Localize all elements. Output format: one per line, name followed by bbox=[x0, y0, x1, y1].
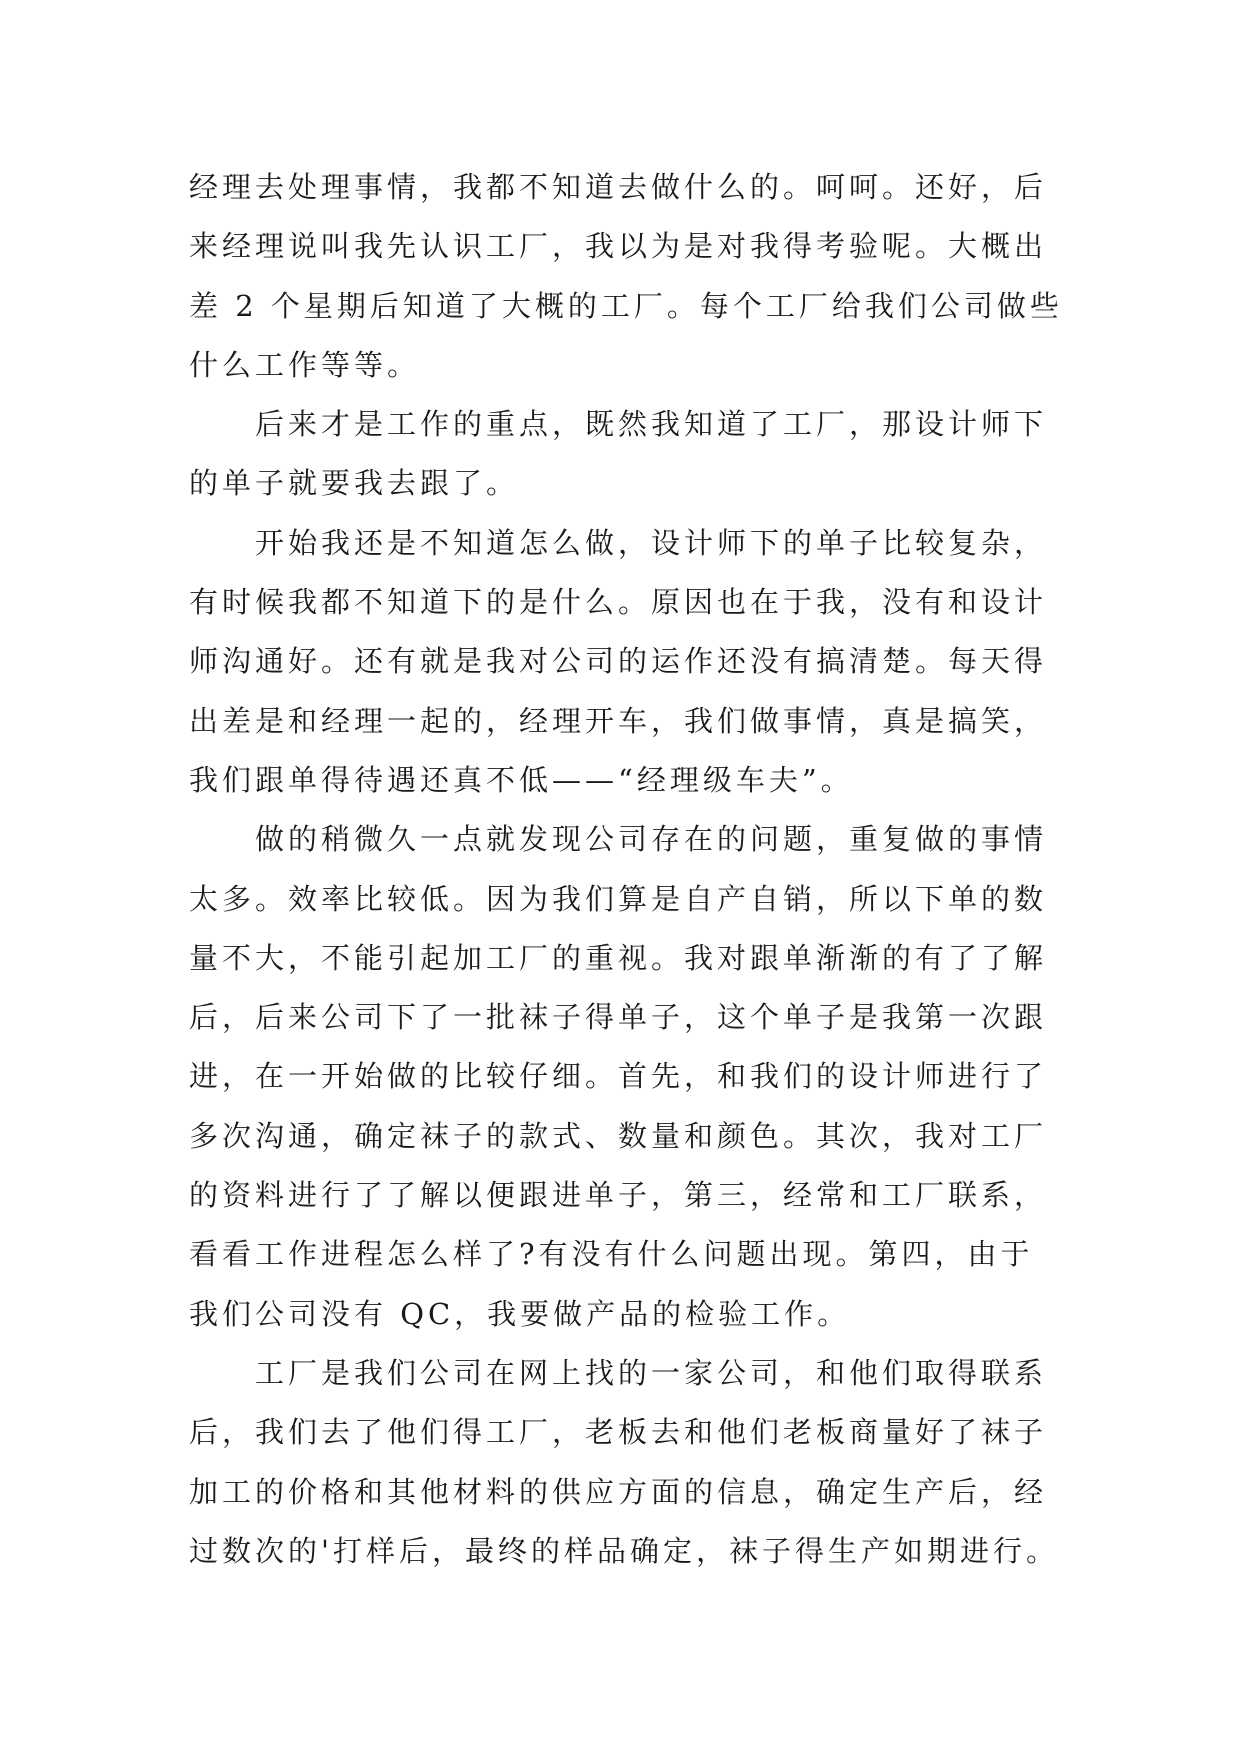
text-line: 后，后来公司下了一批袜子得单子，这个单子是我第一次跟 bbox=[189, 1000, 1048, 1035]
text-line: 什么工作等等。 bbox=[189, 347, 421, 382]
text-line: 进，在一开始做的比较仔细。首先，和我们的设计师进行了 bbox=[189, 1059, 1048, 1094]
text-line: 我们跟单得待遇还真不低——“经理级车夫”。 bbox=[189, 762, 854, 797]
paragraph-first-line: 工厂是我们公司在网上找的一家公司，和他们取得联系 bbox=[255, 1355, 1048, 1390]
text-line: 经理去处理事情，我都不知道去做什么的。呵呵。还好，后 bbox=[189, 170, 1048, 204]
text-line: 多次沟通，确定袜子的款式、数量和颜色。其次，我对工厂 bbox=[189, 1118, 1048, 1153]
paragraph-first-line: 开始我还是不知道怎么做，设计师下的单子比较复杂， bbox=[255, 525, 1048, 560]
body-text bbox=[189, 158, 1089, 1581]
text-line: 太多。效率比较低。因为我们算是自产自销，所以下单的数 bbox=[189, 881, 1048, 916]
text-line: 师沟通好。还有就是我对公司的运作还没有搞清楚。每天得 bbox=[189, 644, 1048, 679]
text-line: 后，我们去了他们得工厂，老板去和他们老板商量好了袜子 bbox=[189, 1415, 1048, 1450]
text-line: 的资料进行了了解以便跟进单子，第三，经常和工厂联系， bbox=[189, 1178, 1048, 1213]
text-line: 我们公司没有 QC，我要做产品的检验工作。 bbox=[189, 1296, 851, 1331]
text-line: 看看工作进程怎么样了?有没有什么问题出现。第四，由于 bbox=[189, 1237, 1034, 1272]
text-line: 量不大，不能引起加工厂的重视。我对跟单渐渐的有了了解 bbox=[189, 940, 1048, 975]
text-line: 过数次的'打样后，最终的样品确定，袜子得生产如期进行。 bbox=[189, 1533, 1059, 1568]
text-line: 来经理说叫我先认识工厂，我以为是对我得考验呢。大概出 bbox=[189, 229, 1048, 264]
paragraph-first-line: 后来才是工作的重点，既然我知道了工厂，那设计师下 bbox=[255, 407, 1048, 442]
paragraph-first-line: 做的稍微久一点就发现公司存在的问题，重复做的事情 bbox=[255, 822, 1048, 857]
text-line: 有时候我都不知道下的是什么。原因也在于我，没有和设计 bbox=[189, 585, 1048, 620]
text-line: 的单子就要我去跟了。 bbox=[189, 466, 520, 501]
text-line: 出差是和经理一起的，经理开车，我们做事情，真是搞笑， bbox=[189, 703, 1048, 738]
text-line: 差 2 个星期后知道了大概的工厂。每个工厂给我们公司做些 bbox=[189, 288, 1063, 323]
text-line: 加工的价格和其他材料的供应方面的信息，确定生产后，经 bbox=[189, 1474, 1048, 1509]
